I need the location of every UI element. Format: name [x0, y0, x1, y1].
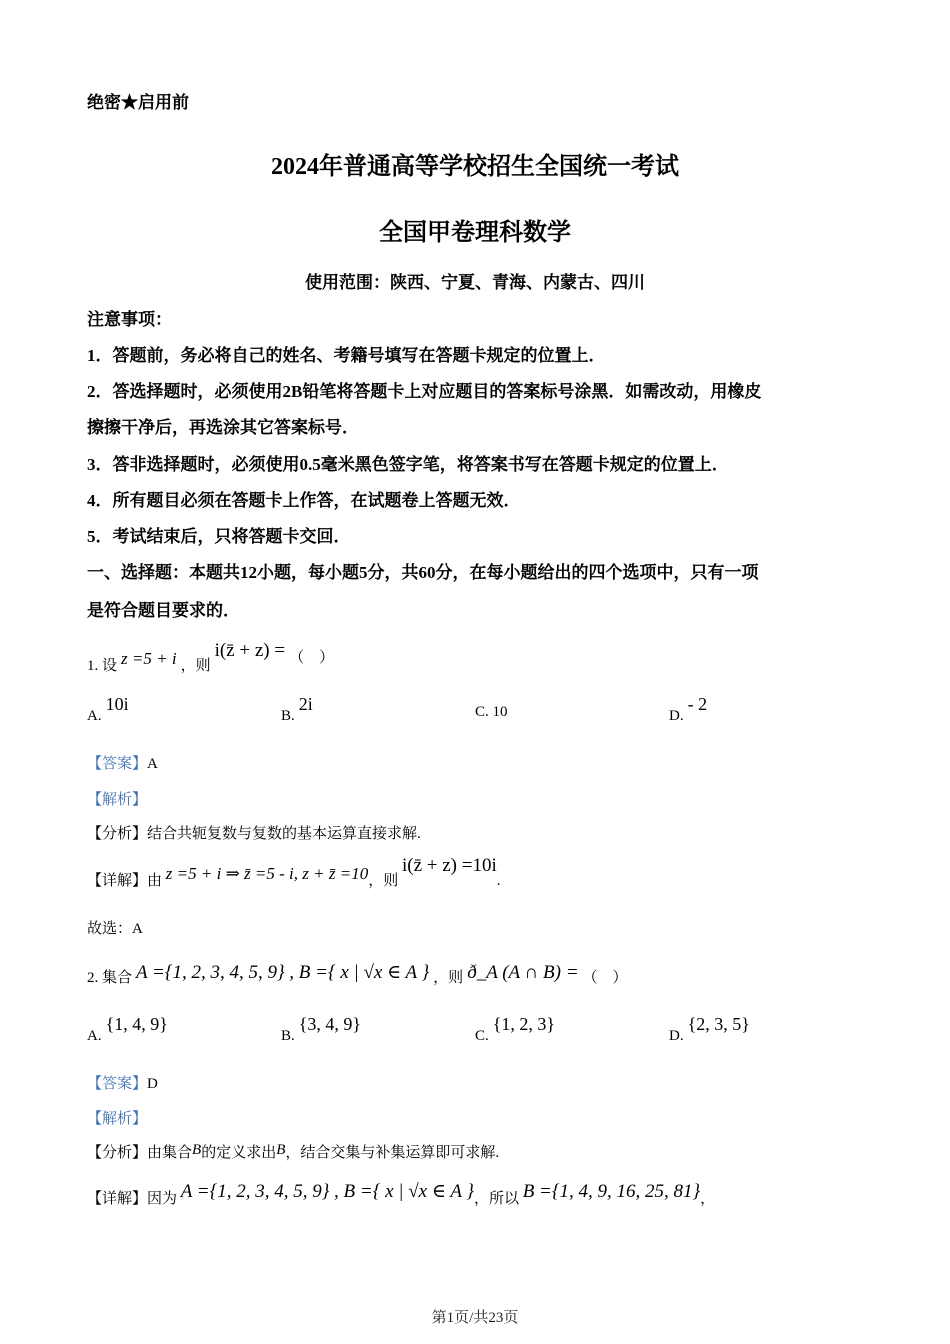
connector-text: 因为 — [147, 1191, 178, 1207]
math-expr: ð_A (A ∩ B) = — [467, 962, 579, 983]
answer-blank: （ ） — [289, 650, 335, 666]
option-value: {2, 3, 5} — [687, 1014, 750, 1034]
option-label: A. — [87, 708, 102, 724]
math-expr: i(z̄ + z) =10i — [401, 855, 497, 876]
option-a — [87, 1014, 168, 1045]
notice-item-5: 5．考试结束后，只将答题卡交回． — [87, 527, 351, 546]
answer-value: D — [147, 1076, 158, 1092]
math-var: B — [276, 1142, 286, 1158]
option-value: 2i — [298, 694, 313, 714]
math-var: B — [192, 1142, 202, 1158]
answer-line — [87, 752, 158, 773]
section-heading-line2: 是符合题目要求的． — [87, 601, 240, 620]
option-label: A. — [87, 1028, 102, 1044]
option-value: 10 — [492, 704, 508, 720]
option-value: {1, 4, 9} — [105, 1014, 168, 1034]
secret-label: 绝密★启用前 — [87, 93, 189, 112]
connector-text: 由 — [147, 873, 163, 889]
math-expr: z =5 + i ⇒ z̄ =5 - i, z + z̄ =10 — [165, 864, 369, 883]
fenxi-text: ，结合交集与补集运算即可求解. — [285, 1145, 500, 1161]
xiangjie-tag: 【详解】 — [87, 873, 148, 889]
exam-subtitle: 全国甲卷理科数学 — [379, 220, 571, 246]
fenxi-tag: 【分析】 — [87, 1145, 148, 1161]
option-label: B. — [281, 708, 295, 724]
question-1 — [87, 640, 335, 674]
option-label: D. — [669, 1028, 684, 1044]
option-c — [475, 704, 508, 721]
option-label: C. — [475, 1028, 489, 1044]
option-label: C. — [475, 704, 489, 720]
option-value: {1, 2, 3} — [492, 1014, 556, 1034]
page-number: 第1页/共23页 — [431, 1310, 519, 1326]
connector-text: ，则 — [368, 873, 399, 889]
option-d — [669, 694, 708, 725]
notice-item-4: 4．所有题目必须在答题卡上作答，在试题卷上答题无效． — [87, 491, 521, 510]
option-c — [475, 1014, 556, 1045]
connector-text: ， — [700, 1191, 716, 1207]
option-a — [87, 694, 129, 725]
math-expr: i(z̄ + z) = — [214, 640, 286, 661]
answer-value: A — [147, 756, 158, 772]
answer-tag: 【答案】 — [87, 1076, 148, 1092]
option-value: - 2 — [687, 694, 708, 714]
fenxi-text: 结合共轭复数与复数的基本运算直接求解. — [147, 826, 421, 842]
option-value: 10i — [105, 694, 129, 714]
question-number: 1. 设 — [87, 658, 118, 674]
analysis-tag: 【解析】 — [87, 1111, 148, 1127]
fenxi-line — [87, 822, 421, 843]
analysis-tag: 【解析】 — [87, 792, 148, 808]
notice-heading: 注意事项： — [87, 310, 172, 329]
option-b — [281, 1014, 362, 1045]
connector-text: . — [496, 873, 501, 889]
question-2 — [87, 955, 628, 986]
exam-title: 2024年普通高等学校招生全国统一考试 — [271, 154, 679, 180]
section-heading-line1: 一、选择题：本题共12小题，每小题5分，共60分，在每小题给出的四个选项中，只有一项 — [87, 563, 759, 582]
connector-text: ，所以 — [473, 1191, 519, 1207]
answer-blank: （ ） — [582, 970, 628, 986]
exam-scope: 使用范围：陕西、宁夏、青海、内蒙古、四川 — [305, 273, 645, 292]
option-label: D. — [669, 708, 684, 724]
option-value: {3, 4, 9} — [298, 1014, 362, 1034]
option-label: B. — [281, 1028, 295, 1044]
fenxi-line — [87, 1141, 499, 1162]
notice-item-1: 1．答题前，务必将自己的姓名、考籍号填写在答题卡规定的位置上． — [87, 346, 606, 365]
xiangjie-tag: 【详解】 — [87, 1191, 148, 1207]
math-expr: B ={1, 4, 9, 16, 25, 81} — [522, 1181, 701, 1202]
connector-text: ，则 — [180, 658, 211, 674]
notice-item-3: 3．答非选择题时，必须使用0.5毫米黑色签字笔，将答案书写在答题卡规定的位置上． — [87, 455, 729, 474]
math-expr: A ={1, 2, 3, 4, 5, 9} , B ={ x | √x ∈ A } — [180, 1181, 474, 1202]
notice-item-2-cont: 擦擦干净后，再选涂其它答案标号． — [87, 418, 359, 437]
fenxi-text: 由集合 — [147, 1145, 193, 1161]
answer-tag: 【答案】 — [87, 756, 148, 772]
answer-line — [87, 1072, 158, 1093]
option-d — [669, 1014, 750, 1045]
option-b — [281, 694, 313, 725]
fenxi-tag: 【分析】 — [87, 826, 148, 842]
math-expr: A ={1, 2, 3, 4, 5, 9} , B ={ x | √x ∈ A } — [136, 962, 430, 983]
fenxi-text: 的定义求出 — [201, 1145, 277, 1161]
xiangjie-line — [87, 855, 501, 889]
xiangjie-line — [87, 1180, 716, 1207]
question-number: 2. 集合 — [87, 970, 133, 986]
notice-item-2: 2．答选择题时，必须使用2B铅笔将答题卡上对应题目的答案标号涂黑．如需改动，用橡皮 — [87, 382, 762, 401]
math-expr: z =5 + i — [121, 649, 177, 668]
connector-text: ，则 — [433, 970, 464, 986]
conclusion: 故选：A — [87, 921, 143, 937]
